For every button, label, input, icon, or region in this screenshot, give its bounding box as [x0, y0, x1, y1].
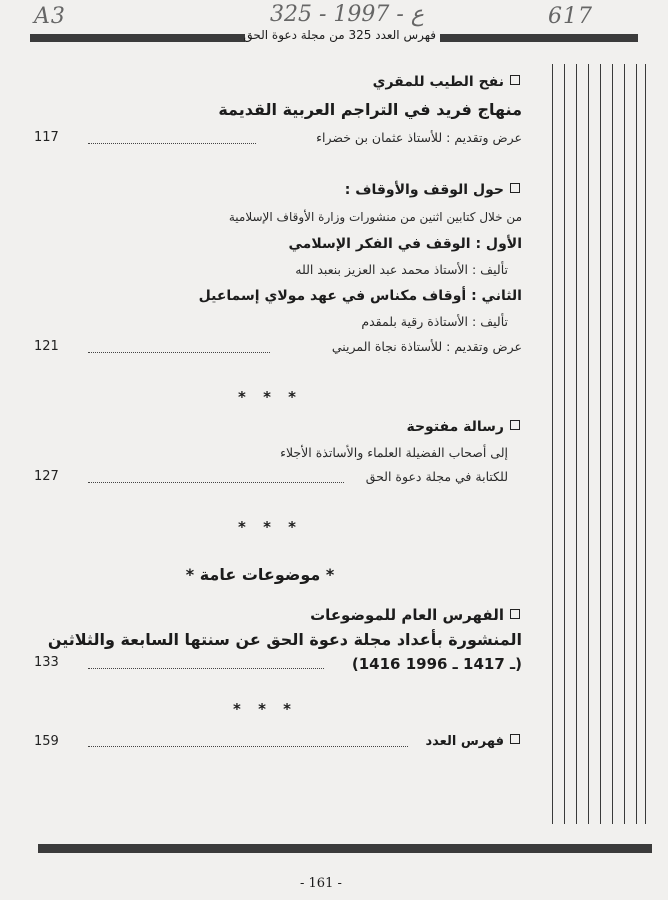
entry-4-subtitle: المنشورة بأعداد مجلة دعوة الحق عن سنتها السابعة والثلاثين [47, 630, 522, 649]
entry-1-leader-dots [88, 143, 256, 144]
entry-2-book1-author: تأليف : الأستاذ محمد عبد العزيز بنعبد الله [295, 262, 508, 277]
entry-1-byline: عرض وتقديم : للأستاذ عثمان بن خضراء [316, 130, 522, 145]
separator-stars: * * * [238, 518, 302, 536]
entry-2-leader-dots [88, 352, 270, 353]
entry-5-heading: فهرس العدد [425, 734, 520, 749]
entry-3-page: 127 [34, 469, 59, 484]
entry-4-leader-dots [88, 668, 324, 669]
entry-4-years: (1416 ـ 1417 ـ 1996) [351, 655, 522, 673]
entry-3-leader-dots [88, 482, 344, 483]
entry-3-line2: للكتابة في مجلة دعوة الحق [365, 469, 508, 484]
entry-1-heading: نفح الطيب للمقري [373, 74, 520, 90]
checkbox-icon [510, 734, 520, 744]
section-title: * موضوعات عامة * [185, 565, 335, 584]
header-rule-left [30, 34, 245, 42]
header-rule-right [440, 34, 638, 42]
handwritten-note-left: A3 [34, 4, 66, 29]
entry-2-heading: حول الوقف والأوقاف : [345, 182, 520, 198]
checkbox-icon [510, 609, 520, 619]
handwritten-note-right: 617 [548, 4, 593, 29]
entry-2-byline: عرض وتقديم : للأستاذة نجاة المريني [331, 339, 522, 354]
entry-1-subtitle: منهاج فريد في التراجم العربية القديمة [218, 100, 522, 119]
entry-2-book2-author: تأليف : الأستاذة رقية بلمقدم [361, 314, 508, 329]
entry-2-book2-title: الثاني : أوقاف مكناس في عهد مولاي إسماعيل [198, 288, 522, 304]
separator-stars: * * * [233, 700, 297, 718]
entry-4-heading: الفهرس العام للموضوعات [310, 606, 520, 624]
margin-line-decoration [550, 64, 646, 824]
entry-3-line1: إلى أصحاب الفضيلة العلماء والأساتذة الأجلاء [280, 445, 508, 460]
handwritten-note-center: 325 - ع - 1997 [270, 2, 424, 27]
checkbox-icon [510, 183, 520, 193]
entry-4-page: 133 [34, 655, 59, 670]
checkbox-icon [510, 420, 520, 430]
entry-3-heading: رسالة مفتوحة [406, 419, 520, 435]
checkbox-icon [510, 75, 520, 85]
entry-2-book1-title: الأول : الوقف في الفكر الإسلامي [288, 236, 522, 252]
entry-2-page: 121 [34, 339, 59, 354]
page-number: - 161 - [300, 876, 342, 891]
header-title: فهرس العدد 325 من مجلة دعوة الحق [243, 28, 436, 42]
entry-2-intro: من خلال كتابين اثنين من منشورات وزارة الأوقاف الإسلامية [228, 210, 522, 224]
separator-stars: * * * [238, 388, 302, 406]
entry-1-page: 117 [34, 130, 59, 145]
entry-5-leader-dots [88, 746, 408, 747]
entry-5-page: 159 [34, 734, 59, 749]
footer-rule [38, 844, 652, 853]
